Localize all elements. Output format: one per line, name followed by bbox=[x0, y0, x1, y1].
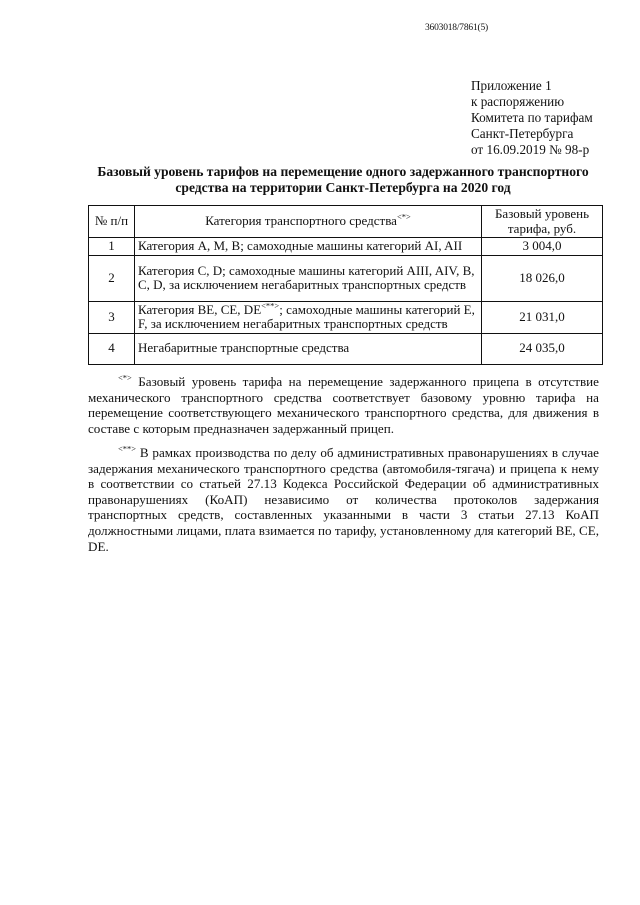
category-text: Категория ВЕ, СЕ, DE bbox=[138, 301, 262, 317]
footnote-text: Базовый уровень тарифа на перемещение задержанного прицепа в отсутствие механического транспортного средства соответствует базовому уровню тарифа на перемещение соответствующего механического транспортного средства, для движения в составе с которым предназначен задержанный прицеп. bbox=[88, 374, 599, 436]
header-number: № п/п bbox=[89, 206, 135, 238]
header-base-tariff: Базовый уровень тарифа, руб. bbox=[482, 206, 603, 238]
header-category-label: Категория транспортного средства bbox=[205, 213, 397, 229]
footnote-mark: <*> bbox=[118, 372, 132, 383]
table-row bbox=[89, 255, 603, 301]
title-line: Базовый уровень тарифов на перемещение одного задержанного транспортного bbox=[97, 164, 589, 179]
appendix-line: Комитета по тарифам bbox=[471, 110, 593, 125]
appendix-line: к распоряжению bbox=[471, 94, 565, 109]
row-tariff-value: 24 035,0 bbox=[482, 333, 603, 364]
category-text: Негабаритные транспортные средства bbox=[138, 340, 350, 356]
category-text: Категория А, М, В; самоходные машины категорий AI, AII bbox=[138, 238, 463, 253]
footnote-single-asterisk bbox=[88, 374, 599, 436]
row-number: 3 bbox=[89, 301, 135, 333]
footnote-mark: <**> bbox=[261, 300, 280, 311]
appendix-header bbox=[471, 78, 631, 158]
row-category bbox=[135, 238, 482, 256]
footnote-mark: <**> bbox=[118, 443, 137, 454]
table-row bbox=[89, 238, 603, 256]
row-category bbox=[135, 333, 482, 364]
header-category bbox=[135, 206, 482, 238]
table-row bbox=[89, 333, 603, 364]
row-number: 1 bbox=[89, 238, 135, 256]
footnote-double-asterisk bbox=[88, 445, 599, 554]
document-registration-number: 3603018/7861(5) bbox=[425, 23, 488, 33]
tariff-table bbox=[88, 205, 603, 365]
appendix-line: Санкт-Петербурга bbox=[471, 126, 574, 141]
row-tariff-value: 21 031,0 bbox=[482, 301, 603, 333]
row-tariff-value: 18 026,0 bbox=[482, 255, 603, 301]
appendix-line: от 16.09.2019 № 98-р bbox=[471, 142, 590, 157]
appendix-line: Приложение 1 bbox=[471, 78, 552, 93]
footnote-mark: <*> bbox=[396, 211, 411, 222]
table-header-row bbox=[89, 206, 603, 238]
row-number: 2 bbox=[89, 255, 135, 301]
table-row bbox=[89, 301, 603, 333]
row-category bbox=[135, 255, 482, 301]
document-title bbox=[88, 164, 598, 196]
category-text-rest: ; самоходные машины категорий Е, F, за исключением негабаритных транспортных средств bbox=[138, 301, 475, 331]
title-line: средства на территории Санкт-Петербурга на 2020 год bbox=[175, 180, 511, 195]
row-tariff-value: 3 004,0 bbox=[482, 238, 603, 256]
footnote-text: В рамках производства по делу об административных правонарушениях в случае задержания механического транспортного средства (автомобиля-тягача) и прицепа к нему в соответствии со статьей 27.13 Кодекса Российской Федерации об административных правонарушениях (КоАП) независимо от количества протоколов задержания транспортных средств, составленных указанными в части 3 статьи 27.13 КоАП должностными лицами, плата взимается по тарифу, установленному для категорий ВЕ, СЕ, DE. bbox=[88, 445, 599, 554]
row-number: 4 bbox=[89, 333, 135, 364]
row-category bbox=[135, 301, 482, 333]
category-text: Категория С, D; самоходные машины категорий AIII, AIV, В, С, D, за исключением негабаритных транспортных средств bbox=[138, 262, 475, 292]
